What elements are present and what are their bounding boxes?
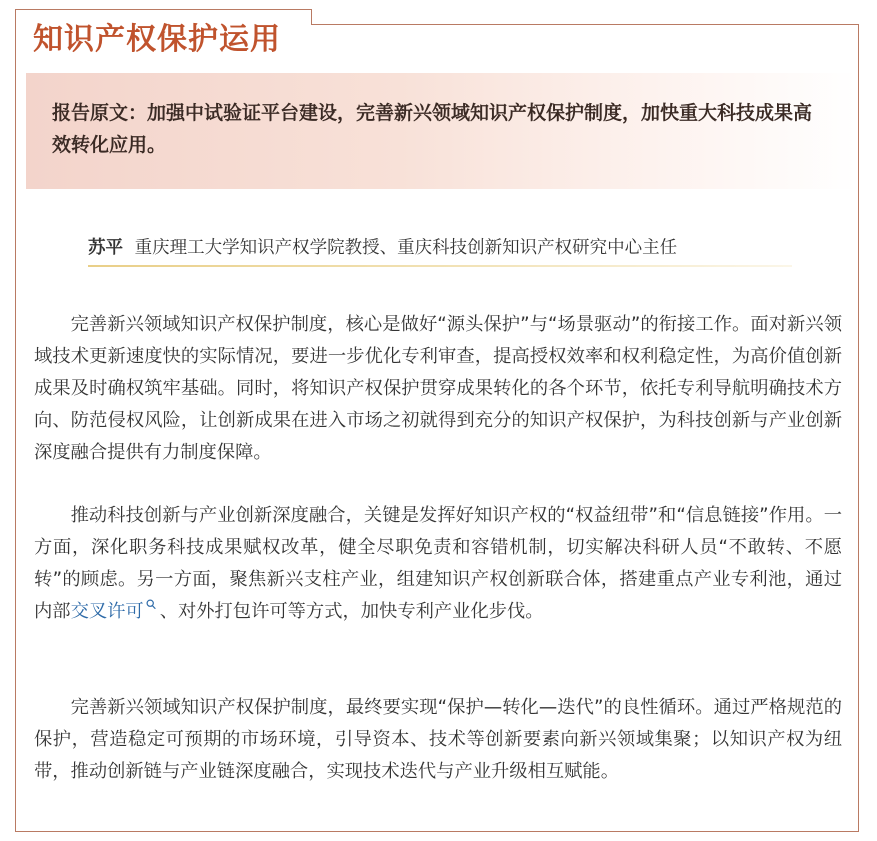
author-name: 苏平 — [88, 238, 123, 258]
paragraph-1: 完善新兴领域知识产权保护制度，核心是做好“源头保护”与“场景驱动”的衔接工作。面对新兴领域技术更新速度快的实际情况，要进一步优化专利审查，提高授权效率和权利稳定性，为高价值创新成果及时确权筑牢基础。同时，将知识产权保护贯穿成果转化的各个环节，依托专利导航明确技术方向、防范侵权风险，让创新成果在进入市场之初就得到充分的知识产权保护，为科技创新与产业创新深度融合提供有力制度保障。 — [34, 314, 842, 463]
author-title: 重庆理工大学知识产权学院教授、重庆科技创新知识产权研究中心主任 — [134, 238, 678, 258]
quote-label: 报告原文： — [52, 102, 148, 124]
frame-top-left — [15, 9, 312, 10]
frame-step-down — [311, 9, 312, 24]
cross-license-link[interactable]: 交叉许可 — [70, 601, 144, 622]
quote-text: 加强中试验证平台建设，完善新兴领域知识产权保护制度，加快重大科技成果高效转化应用。 — [52, 102, 813, 156]
paragraph-2-text-after: 、对外打包许可等方式，加快专利产业化步伐。 — [159, 601, 544, 622]
paragraph-2 — [34, 500, 842, 628]
section-title: 知识产权保护运用 — [33, 22, 281, 57]
search-icon[interactable] — [146, 599, 156, 613]
author-underline — [88, 265, 792, 267]
frame-right — [858, 24, 859, 832]
frame-left — [15, 9, 16, 832]
report-quote-box — [26, 73, 857, 189]
frame-bottom — [15, 831, 859, 832]
frame-top-right — [311, 24, 858, 25]
paragraph-3: 完善新兴领域知识产权保护制度，最终要实现“保护—转化—迭代”的良性循环。通过严格规范的保护，营造稳定可预期的市场环境，引导资本、技术等创新要素向新兴领域集聚；以知识产权为纽带，推动创新链与产业链深度融合，实现技术迭代与产业升级相互赋能。 — [34, 697, 842, 782]
paragraph-2-text-before: 推动科技创新与产业创新深度融合，关键是发挥好知识产权的“权益纽带”和“信息链接”作用。一方面，深化职务科技成果赋权改革，健全尽职免责和容错机制，切实解决科研人员“不敢转、不愿转”的顾虑。另一方面，聚焦新兴支柱产业，组建知识产权创新联合体，搭建重点产业专利池，通过内部 — [34, 505, 842, 622]
